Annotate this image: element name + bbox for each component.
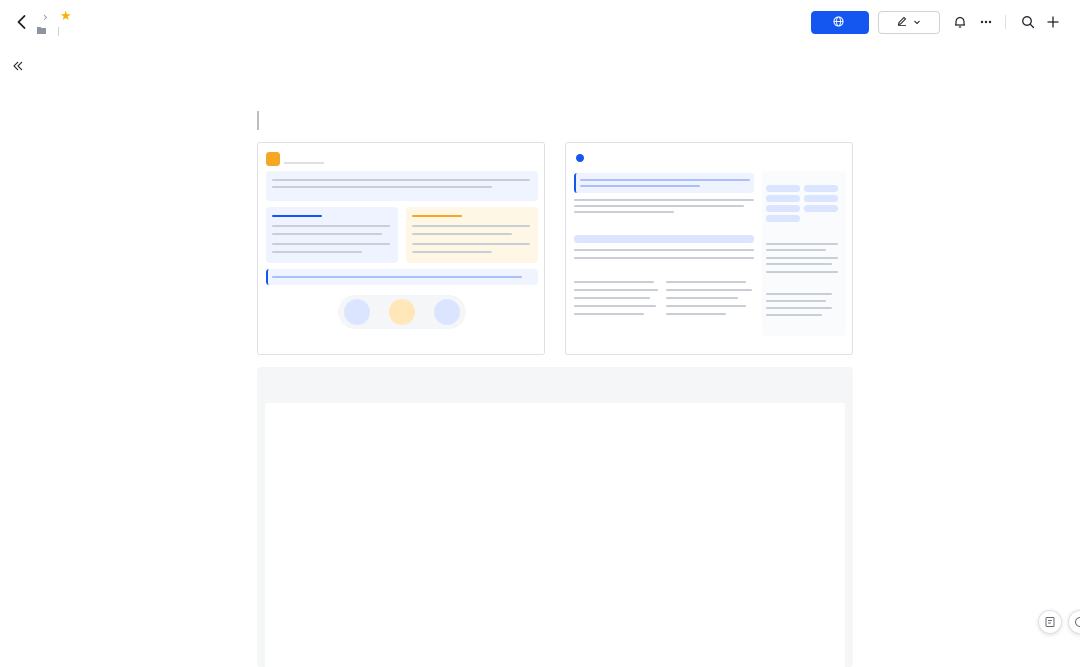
bell-icon[interactable]	[951, 13, 969, 31]
text-line	[580, 179, 750, 181]
price-table-header	[574, 235, 754, 243]
star-icon[interactable]: ★	[60, 9, 72, 24]
card-highlight-box	[574, 173, 754, 193]
text-line	[272, 186, 492, 188]
feature-chip	[766, 195, 800, 202]
text-line	[272, 225, 390, 227]
table-row-line	[574, 257, 754, 259]
flow-step-1	[344, 299, 370, 325]
text-line	[412, 233, 512, 235]
feature-chip	[766, 185, 800, 192]
meta-divider	[58, 27, 59, 36]
comment-icon[interactable]	[1038, 610, 1062, 634]
help-icon[interactable]	[1068, 610, 1080, 634]
text-line	[412, 215, 462, 217]
text-line	[272, 276, 522, 278]
text-line	[574, 289, 658, 291]
article-link-quote	[257, 111, 268, 130]
flow-step-2	[389, 299, 415, 325]
text-line	[580, 185, 700, 187]
heading-2	[257, 50, 263, 68]
outline-sidebar	[0, 56, 220, 656]
globe-icon	[833, 16, 844, 30]
text-line	[412, 243, 530, 245]
text-line	[272, 179, 530, 181]
example-card-image-2[interactable]	[565, 142, 853, 355]
search-icon[interactable]	[1019, 13, 1037, 31]
text-line	[574, 313, 644, 315]
text-line	[666, 297, 738, 299]
text-line	[272, 251, 362, 253]
text-line	[766, 263, 832, 265]
text-line	[574, 297, 650, 299]
toolbar-divider	[1005, 15, 1006, 29]
collapse-icon[interactable]	[12, 60, 24, 76]
text-line	[272, 215, 322, 217]
text-line	[412, 251, 492, 253]
briefcase-icon	[266, 152, 280, 166]
pencil-icon	[897, 16, 907, 29]
text-line	[766, 307, 832, 309]
doc-meta	[37, 26, 65, 37]
text-line	[766, 271, 838, 273]
heading-3	[257, 87, 263, 102]
feature-chip	[804, 195, 838, 202]
breadcrumb	[37, 9, 71, 24]
example-card-image-1[interactable]	[257, 142, 545, 355]
plus-icon[interactable]	[1044, 13, 1062, 31]
feature-chip	[804, 205, 838, 212]
text-line	[766, 293, 832, 295]
chevron-down-icon	[913, 16, 921, 29]
text-line	[766, 300, 826, 302]
text-line	[666, 289, 752, 291]
text-line	[766, 314, 822, 316]
feature-chip	[804, 185, 838, 192]
code-block-body[interactable]	[265, 403, 845, 667]
text-line	[574, 305, 656, 307]
share-button[interactable]	[811, 11, 869, 34]
text-line	[574, 281, 654, 283]
text-line	[272, 233, 382, 235]
card-subline	[284, 162, 324, 164]
text-line	[574, 211, 674, 213]
flow-step-3	[434, 299, 460, 325]
text-line	[666, 305, 746, 307]
code-block	[257, 367, 853, 667]
baidu-logo-icon	[576, 154, 584, 162]
text-line	[666, 313, 726, 315]
feature-chip	[766, 215, 800, 222]
chevron-right-icon: ›	[43, 10, 48, 24]
feature-chip	[766, 205, 800, 212]
table-row-line	[574, 249, 754, 251]
back-arrow-icon[interactable]	[12, 12, 32, 32]
edit-button[interactable]	[878, 11, 940, 34]
text-line	[766, 243, 838, 245]
text-line	[272, 243, 390, 245]
folder-icon	[37, 26, 46, 37]
text-line	[412, 225, 530, 227]
text-line	[666, 281, 746, 283]
text-line	[766, 257, 838, 259]
text-line	[574, 205, 744, 207]
text-line	[574, 199, 754, 201]
more-icon[interactable]	[977, 13, 995, 31]
text-line	[766, 249, 826, 251]
top-bar	[0, 0, 1080, 44]
